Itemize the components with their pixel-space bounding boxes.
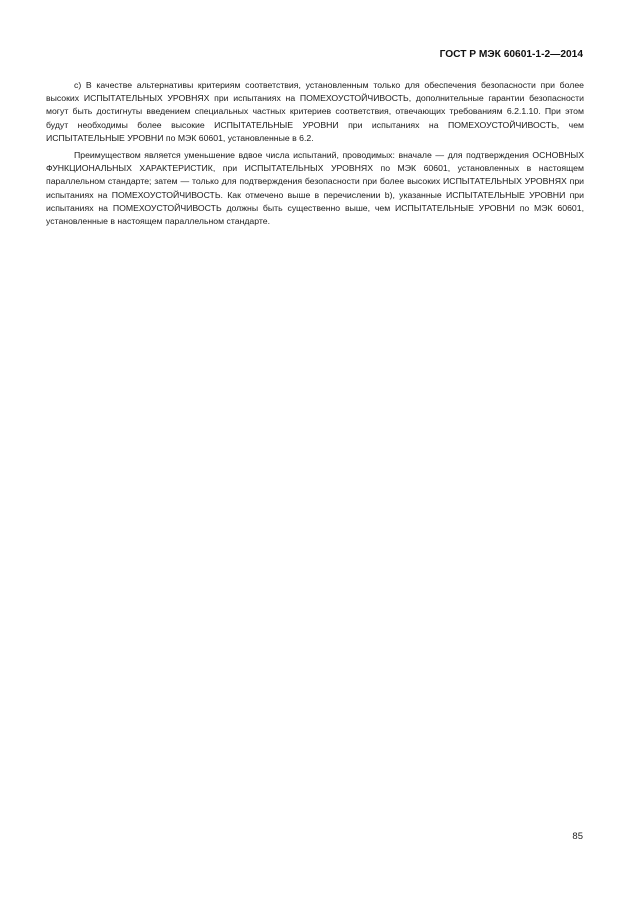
paragraph-advantage: Преимуществом является уменьшение вдвое числа испытаний, проводимых: вначале — для подтверждения ОСНОВНЫХ ФУНКЦИОНАЛЬНЫХ ХАРАКТЕРИСТИК, при ИСПЫТАТЕЛЬНЫХ УРОВНЯХ по МЭК 60601, установленных в настоящем параллельном стандарте; затем — только для подтверждения безопасности при более высоких ИСПЫТАТЕЛЬНЫХ УРОВНЯХ при испытаниях на ПОМЕХОУСТОЙЧИВОСТЬ. Как отмечено выше в перечислении b), указанные ИСПЫТАТЕЛЬНЫЕ УРОВНИ при испытаниях на ПОМЕХОУСТОЙЧИВОСТЬ должны быть существенно выше, чем ИСПЫТАТЕЛЬНЫЕ УРОВНИ по МЭК 60601, установленные в настоящем параллельном стандарте. <box>46 150 584 227</box>
paragraph-item-c: c) В качестве альтернативы критериям соответствия, установленным только для обеспечения безопасности при более высоких ИСПЫТАТЕЛЬНЫХ УРОВНЯХ при испытаниях на ПОМЕХОУСТОЙЧИВОСТЬ, дополнительные гарантии безопасности могут быть достигнуты введением специальных частных критериев соответствия, отвечающих требованиям 6.2.1.10. При этом будут необходимы более высокие ИСПЫТАТЕЛЬНЫЕ УРОВНИ при испытаниях на ПОМЕХОУСТОЙЧИВОСТЬ, чем ИСПЫТАТЕЛЬНЫЕ УРОВНИ по МЭК 60601, установленные в 6.2. <box>46 80 584 143</box>
page-number: 85 <box>572 831 583 842</box>
document-body <box>46 79 584 232</box>
document-code-header: ГОСТ Р МЭК 60601-1-2—2014 <box>439 49 583 60</box>
